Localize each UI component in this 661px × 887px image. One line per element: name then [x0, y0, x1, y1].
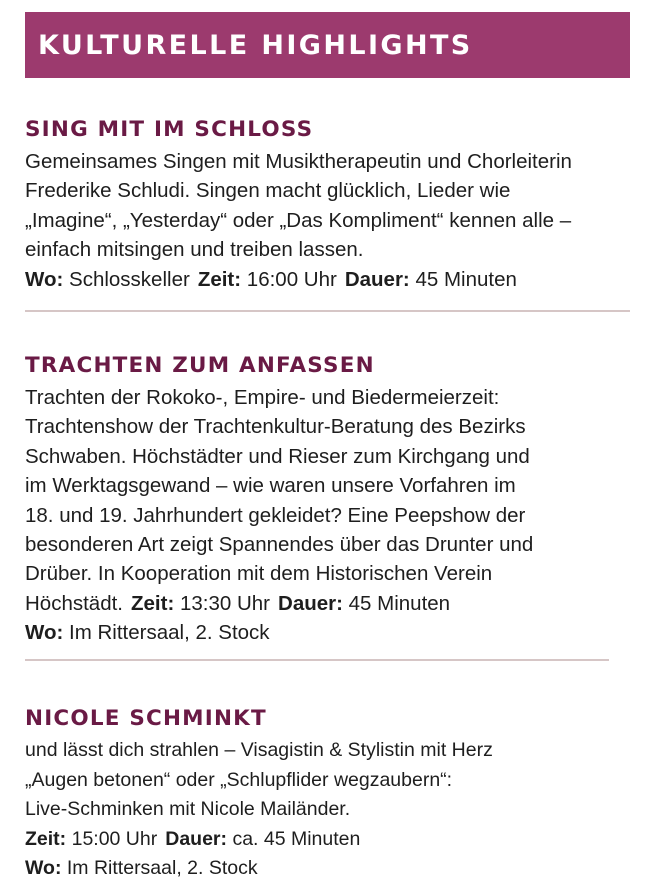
duration-value: 45 Minuten	[415, 267, 517, 291]
location-label: Wo:	[25, 857, 62, 880]
time-value: 16:00 Uhr	[246, 267, 337, 291]
time-label: Zeit:	[197, 267, 242, 291]
duration-value: ca. 45 Minuten	[232, 827, 361, 850]
header-banner	[25, 12, 630, 78]
time-value: 15:00 Uhr	[71, 827, 158, 850]
page-title: KULTURELLE HIGHLIGHTS	[38, 30, 473, 61]
time-label: Zeit:	[131, 591, 175, 615]
event-details	[25, 825, 640, 855]
event-title: TRACHTEN ZUM ANFASSEN	[25, 353, 375, 378]
duration-label: Dauer:	[278, 591, 343, 615]
event-description-line: Live-Schminken mit Nicole Mailänder.	[25, 798, 351, 821]
event-description-line: Höchstädt.	[25, 591, 123, 615]
event-description-line: „Imagine“, „Yesterday“ oder „Das Kompliment“ kennen alle –	[25, 208, 572, 232]
section-divider	[25, 310, 630, 312]
event-description-line: besonderen Art zeigt Spannendes über das Drunter und	[25, 533, 534, 557]
event-description-line: „Augen betonen“ oder „Schlupflider wegzaubern“:	[25, 768, 453, 791]
event-sing-mit-im-schloss	[25, 117, 640, 294]
event-location	[25, 618, 640, 647]
duration-label: Dauer:	[165, 827, 228, 850]
section-divider	[25, 659, 609, 661]
location-value: Im Rittersaal, 2. Stock	[66, 857, 258, 880]
duration-label: Dauer:	[344, 267, 410, 291]
event-description-line: Trachtenshow der Trachtenkultur-Beratung des Bezirks	[25, 415, 526, 439]
event-description-line: Trachten der Rokoko-, Empire- und Biedermeierzeit:	[25, 386, 500, 409]
event-title: NICOLE SCHMINKT	[25, 706, 267, 731]
location-label: Wo:	[25, 267, 64, 291]
event-description-line: 18. und 19. Jahrhundert gekleidet? Eine Peepshow der	[25, 503, 526, 527]
event-description-line: Drüber. In Kooperation mit dem Historischen Verein	[25, 562, 493, 586]
event-title: SING MIT IM SCHLOSS	[25, 117, 314, 142]
event-details	[25, 265, 640, 294]
event-description-line: und lässt dich strahlen – Visagistin & Stylistin mit Herz	[25, 739, 493, 761]
event-description-line: Frederike Schludi. Singen macht glücklich, Lieder wie	[25, 179, 511, 203]
event-location	[25, 854, 640, 884]
location-value: Im Rittersaal, 2. Stock	[69, 621, 270, 645]
event-details	[25, 589, 640, 618]
event-trachten-zum-anfassen	[25, 353, 640, 648]
location-value: Schlosskeller	[69, 267, 190, 291]
event-description-line: Schwaben. Höchstädter und Rieser zum Kirchgang und	[25, 444, 530, 468]
event-description-line: einfach mitsingen und treiben lassen.	[25, 238, 364, 262]
location-label: Wo:	[25, 621, 64, 645]
event-description-line: im Werktagsgewand – wie waren unsere Vorfahren im	[25, 474, 516, 498]
time-value: 13:30 Uhr	[179, 591, 271, 615]
event-description-line: Gemeinsames Singen mit Musiktherapeutin und Chorleiterin	[25, 150, 572, 173]
event-nicole-schminkt	[25, 706, 640, 884]
duration-value: 45 Minuten	[348, 591, 451, 615]
time-label: Zeit:	[25, 827, 67, 850]
